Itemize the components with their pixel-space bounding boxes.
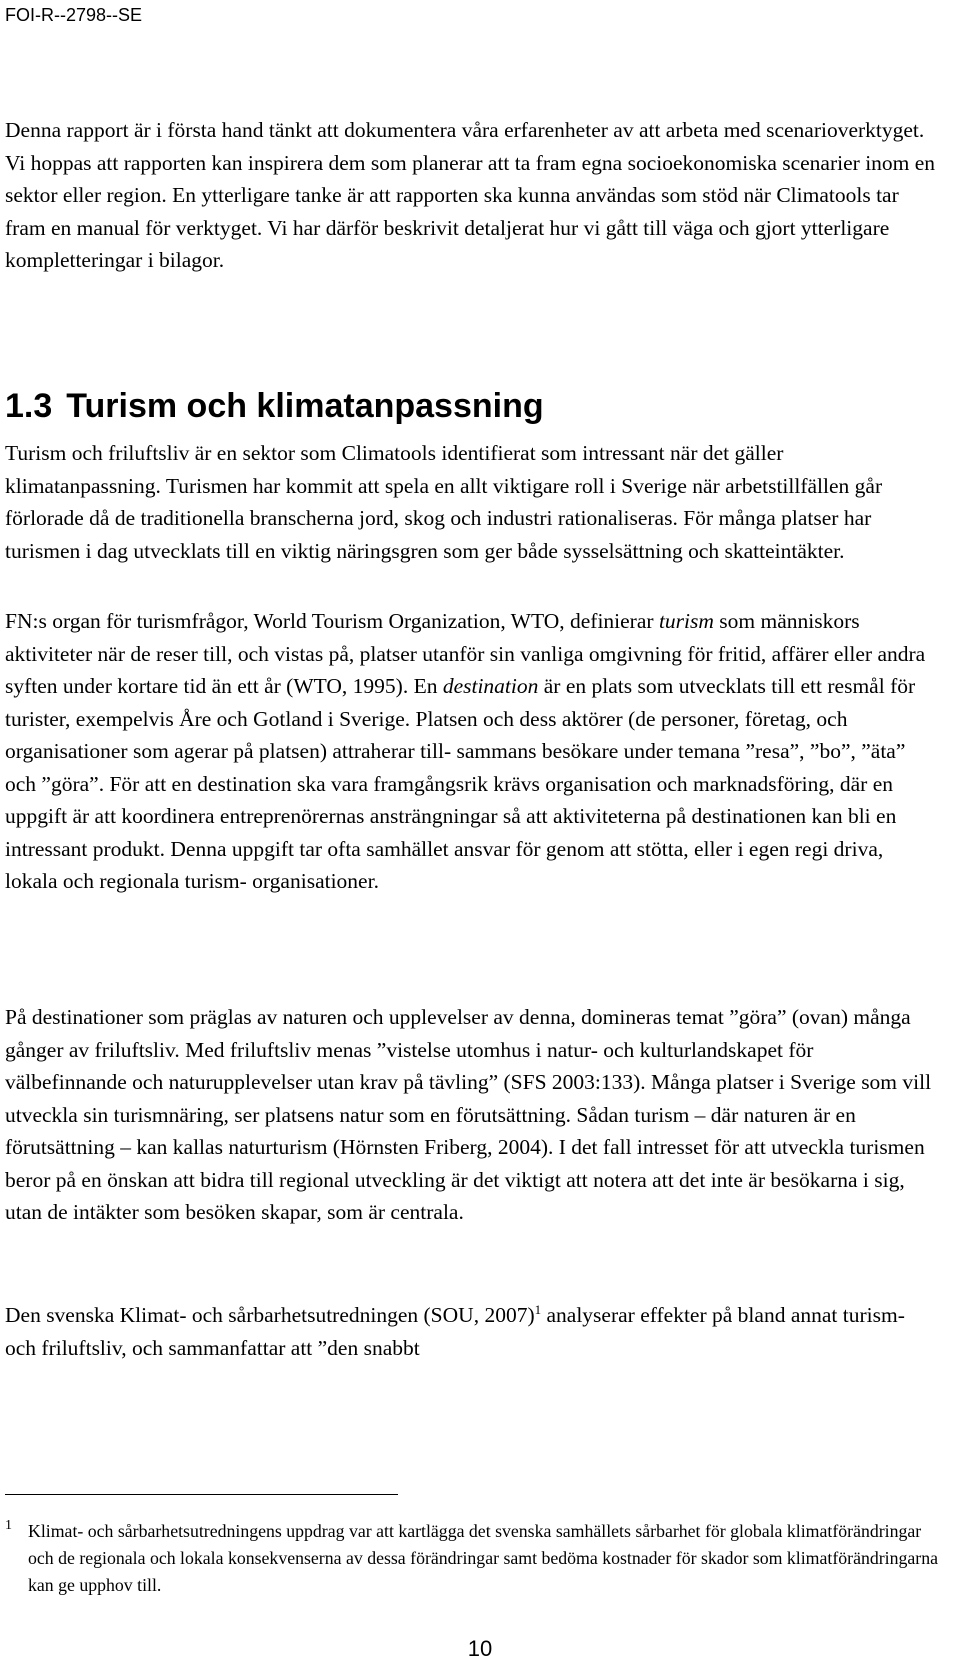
paragraph-nature-tourism: På destinationer som präglas av naturen och upplevelser av denna, domineras temat ”göra” (ovan) många gånger av friluftsliv. Med friluftsliv menas ”vistelse utomhus i natur- och kulturlandskapet för välbefinnande och naturupplevelser utan krav på tävling” (SFS 2003:133). Många platser i Sverige som vill utveckla sin turismnäring, ser platsens natur som en förutsättning. Sådan turism – där naturen är en förutsättning – kan kallas naturturism (Hörnsten Friberg, 2004). I det fall intresset för att utveckla turismen beror på en önskan att bidra till regional utveckling är det viktigt att notera att det inte är besökarna i sig, utan de intäkter som besöken skapar, som är centrala.: [5, 1005, 932, 1224]
paragraph-wto-definition: [5, 605, 940, 898]
paragraph-sou-analysis: [5, 1299, 940, 1364]
paragraph-tourism-sector: Turism och friluftsliv är en sektor som Climatools identifierat som intressant när det gäller klimatanpassning. Turismen har kommit att spela en allt viktigare roll i Sverige när arbetstillfällen går förlorade då de traditionella branscherna jord, skog och industri rationaliseras. För många platser har turismen i dag utvecklats till en viktig näringsgren som ger både sysselsättning och skatteintäkter.: [5, 441, 883, 563]
section-heading: [5, 386, 544, 426]
footnote-reference[interactable]: 1: [534, 1302, 542, 1317]
intro-paragraph: Denna rapport är i första hand tänkt att dokumentera våra erfarenheter av att arbeta med scenarioverktyget. Vi hoppas att rapporten kan inspirera dem som planerar att ta fram egna socioekonomiska scenarier inom en sektor eller region. En ytterligare tanke är att rapporten ska kunna användas som stöd när Climatools tar fram en manual för verktyget. Vi har därför beskrivit detaljerat hur vi gått till väga och gjort ytterligare kompletteringar i bilagor.: [5, 118, 936, 272]
paragraph-4-part-b: analyserar effekter på bland annat turism- och friluftsliv, och sammanfattar att ”den snabbt: [5, 1303, 905, 1360]
footnote-text: Klimat- och sårbarhetsutredningens uppdrag var att kartlägga det svenska samhällets sårbarhet för globala klimatförändringar och de regionala och lokala konsekvenserna av dessa förändringar samt bedöma kostnader för skador som klimatförändringarna kan ge upphov till.: [28, 1521, 938, 1595]
page-number: 10: [467, 1636, 493, 1661]
document-id-header: FOI-R--2798--SE: [5, 5, 143, 25]
footnote-divider: [5, 1494, 398, 1495]
term-turism: turism: [658, 609, 714, 633]
paragraph-2-part-b: som människors aktiviteter när de reser till, och vistas på, platser utanför sin vanliga omgivning för fritid, affärer eller andra syften under kortare tid än ett år (WTO, 1995). En: [5, 609, 926, 698]
section-title: Turism och klimatanpassning: [66, 387, 544, 425]
section-number: 1.3: [5, 387, 53, 425]
paragraph-2-part-a: FN:s organ för turismfrågor, World Tourism Organization, WTO, definierar: [5, 609, 659, 633]
footnote: [5, 1518, 940, 1599]
footnote-mark: 1: [5, 1518, 12, 1533]
term-destination: destination: [442, 674, 539, 698]
paragraph-4-part-a: Den svenska Klimat- och sårbarhetsutredningen (SOU, 2007): [5, 1303, 535, 1327]
paragraph-2-part-c: är en plats som utvecklats till ett resmål för turister, exempelvis Åre och Gotland i Sverige. Platsen och dess aktörer (de personer, företag, och organisationer som agerar på platsen) attraherar till- sammans besökare under temana ”resa”, ”bo”, ”äta” och ”göra”. För att en destination ska vara framgångsrik krävs organisation och marknadsföring, där en uppgift är att koordinera entreprenörernas ansträngningar så att aktiviteterna på destinationen kan bli en intressant produkt. Denna uppgift tar ofta samhället ansvar för genom att stötta, eller i egen regi driva, lokala och regionala turism- organisationer.: [5, 674, 916, 893]
